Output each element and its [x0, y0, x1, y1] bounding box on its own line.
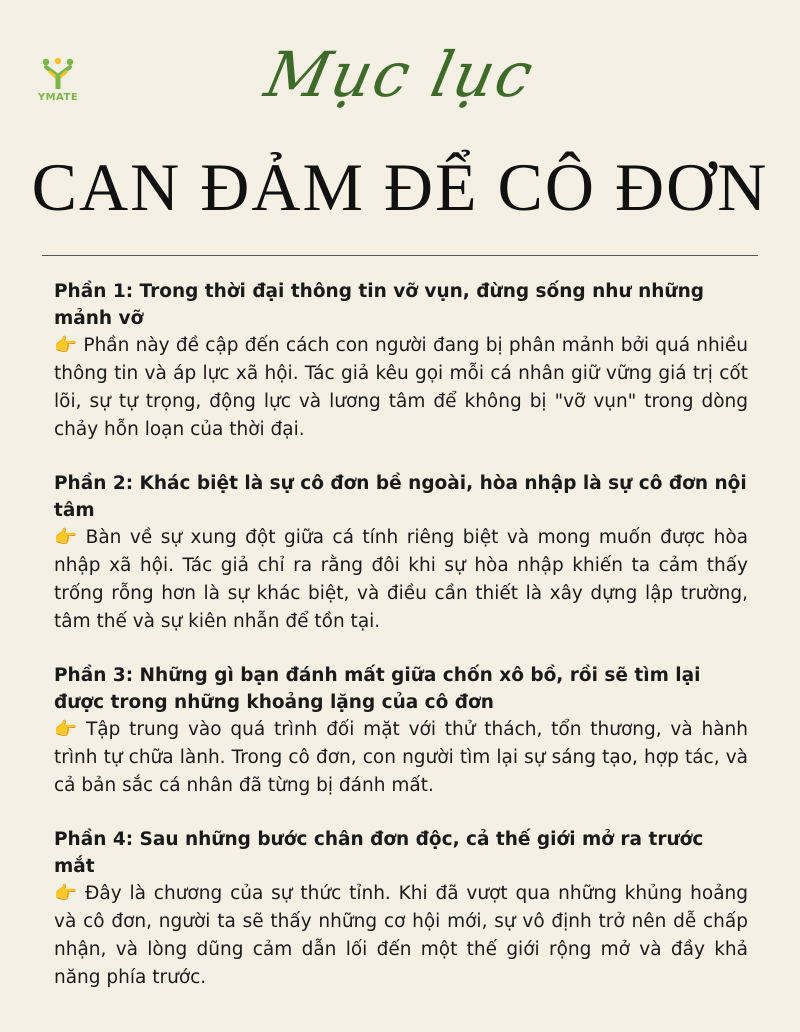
- pointing-hand-icon: 👉: [54, 883, 80, 904]
- section-body: Bàn về sự xung đột giữa cá tính riêng biệt và mong muốn được hòa nhập xã hội. Tác giả chỉ ra rằng đôi khi sự hòa nhập khiến ta cảm thấy trống rỗng hơn là sự khác biệt, và điều cần thiết là xây dựng lập trường, tâm thế và sự kiên nhẫn để tồn tại.: [54, 527, 748, 632]
- section-body: Tập trung vào quá trình đối mặt với thử thách, tổn thương, và hành trình tự chữa lành. Trong cô đơn, con người tìm lại sự sáng tạo, hợp tác, và cả bản sắc cá nhân đã từng bị đánh mất.: [54, 719, 748, 796]
- section-title: Phần 3: Những gì bạn đánh mất giữa chốn xô bồ, rồi sẽ tìm lại được trong những khoảng lặng của cô đơn: [54, 665, 701, 713]
- section-title: Phần 2: Khác biệt là sự cô đơn bề ngoài, hòa nhập là sự cô đơn nội tâm: [54, 473, 747, 521]
- divider: [42, 255, 758, 256]
- section-body: Phần này đề cập đến cách con người đang bị phân mảnh bởi quá nhiều thông tin và áp lực xã hội. Tác giả kêu gọi mỗi cá nhân giữ vững giá trị cốt lõi, sự tự trọng, động lực và lương tâm để không bị "vỡ vụn" trong dòng chảy hỗn loạn của thời đại.: [54, 335, 748, 440]
- section-title: Phần 4: Sau những bước chân đơn độc, cả thế giới mở ra trước mắt: [54, 829, 704, 877]
- section-body: Đây là chương của sự thức tỉnh. Khi đã vượt qua những khủng hoảng và cô đơn, người ta sẽ thấy những cơ hội mới, sự vô định trở nên dễ chấp nhận, và lòng dũng cảm dẫn lối đến một thế giới rộng mở và đầy khả năng phía trước.: [54, 883, 748, 988]
- section-1: [54, 278, 748, 444]
- script-title: Mục lục: [259, 38, 541, 111]
- pointing-hand-icon: 👉: [54, 335, 78, 356]
- section-4: [54, 826, 748, 992]
- pointing-hand-icon: 👉: [54, 527, 80, 548]
- section-2: [54, 470, 748, 636]
- table-of-contents: [54, 278, 748, 1018]
- page-title: CAN ĐẢM ĐỂ CÔ ĐƠN: [31, 149, 769, 225]
- logo-text: YMATE: [37, 92, 79, 103]
- section-title: Phần 1: Trong thời đại thông tin vỡ vụn, đừng sống như những mảnh vỡ: [54, 281, 704, 329]
- section-3: [54, 662, 748, 800]
- pointing-hand-icon: 👉: [54, 719, 80, 740]
